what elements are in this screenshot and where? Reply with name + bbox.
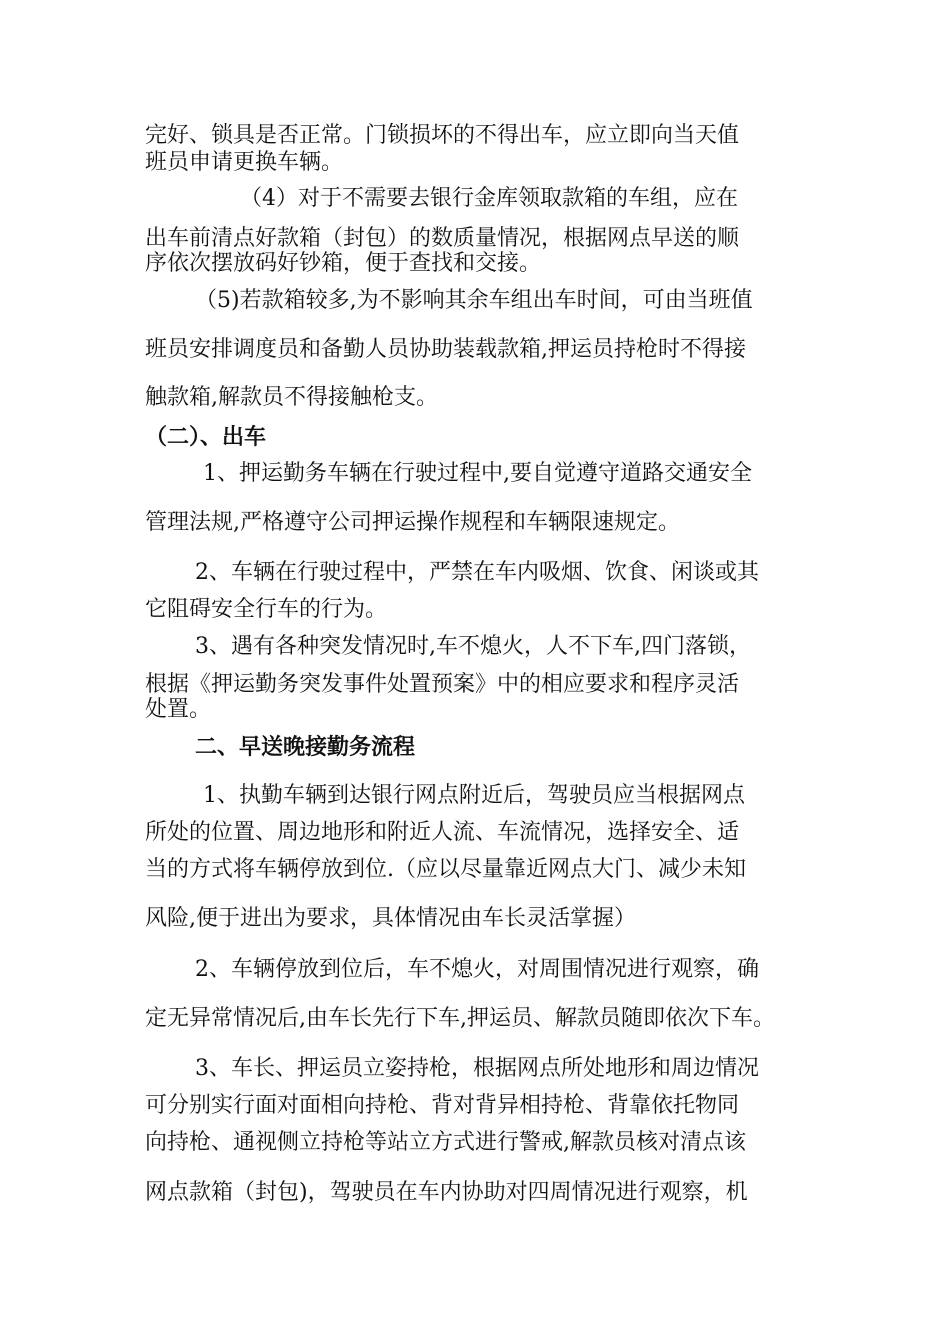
paragraph-line: 1、执勤车辆到达银行网点附近后，驾驶员应当根据网点 xyxy=(203,783,745,808)
paragraph-line: 序依次摆放码好钞箱，便于查找和交接。 xyxy=(145,251,542,276)
paragraph-line: 风险,便于进出为要求，具体情况由车长灵活掌握） xyxy=(145,906,636,931)
paragraph-line: 当的方式将车辆停放到位.（应以尽量靠近网点大门、减少未知 xyxy=(145,857,746,882)
paragraph-line: 触款箱,解款员不得接触枪支。 xyxy=(145,385,438,410)
paragraph-line: 处置。 xyxy=(145,697,212,722)
paragraph-line: 3、车长、押运员立姿持枪，根据网点所处地形和周边情况 xyxy=(195,1056,759,1081)
paragraph-line: 出车前清点好款箱（封包）的数质量情况，根据网点早送的顺 xyxy=(145,226,740,251)
paragraph-line: 可分别实行面对面相向持枪、背对背异相持枪、背靠依托物同 xyxy=(145,1093,740,1118)
paragraph-line: 网点款箱（封包)，驾驶员在车内协助对四周情况进行观察，机 xyxy=(145,1180,748,1205)
paragraph-line: 向持枪、通视侧立持枪等站立方式进行警戒,解款员核对清点该 xyxy=(145,1130,746,1155)
paragraph-line: 所处的位置、周边地形和附近人流、车流情况，选择安全、适 xyxy=(145,820,740,845)
paragraph-line: 管理法规,严格遵守公司押运操作规程和车辆限速规定。 xyxy=(145,510,680,535)
paragraph-line: （4）对于不需要去银行金库领取款箱的车组，应在 xyxy=(240,186,738,211)
paragraph-line: 班员安排调度员和备勤人员协助装载款箱,押运员持枪时不得接 xyxy=(145,337,746,362)
paragraph-line: 它阻碍安全行车的行为。 xyxy=(145,597,388,622)
paragraph-line: 2、车辆停放到位后，车不熄火，对周围情况进行观察，确 xyxy=(195,957,759,982)
paragraph-line: 3、遇有各种突发情况时,车不熄火，人不下车,四门落锁， xyxy=(195,634,751,659)
paragraph-line: 根据《押运勤务突发事件处置预案》中的相应要求和程序灵活 xyxy=(145,672,740,697)
paragraph-line: 定无异常情况后,由车长先行下车,押运员、解款员随即依次下车。 xyxy=(145,1006,775,1031)
section-heading: 二、早送晚接勤务流程 xyxy=(195,734,416,760)
paragraph-line: 班员申请更换车辆。 xyxy=(145,150,344,175)
paragraph-line: 完好、锁具是否正常。门锁损坏的不得出车，应立即向当天值 xyxy=(145,123,740,148)
paragraph-line: 1、押运勤务车辆在行驶过程中,要自觉遵守道路交通安全 xyxy=(203,461,752,486)
paragraph-line: 2、车辆在行驶过程中，严禁在车内吸烟、饮食、闲谈或其 xyxy=(195,560,759,585)
section-heading: （二）、出车 xyxy=(145,424,267,450)
paragraph-line: （5)若款箱较多,为不影响其余车组出车时间，可由当班值 xyxy=(195,288,753,313)
